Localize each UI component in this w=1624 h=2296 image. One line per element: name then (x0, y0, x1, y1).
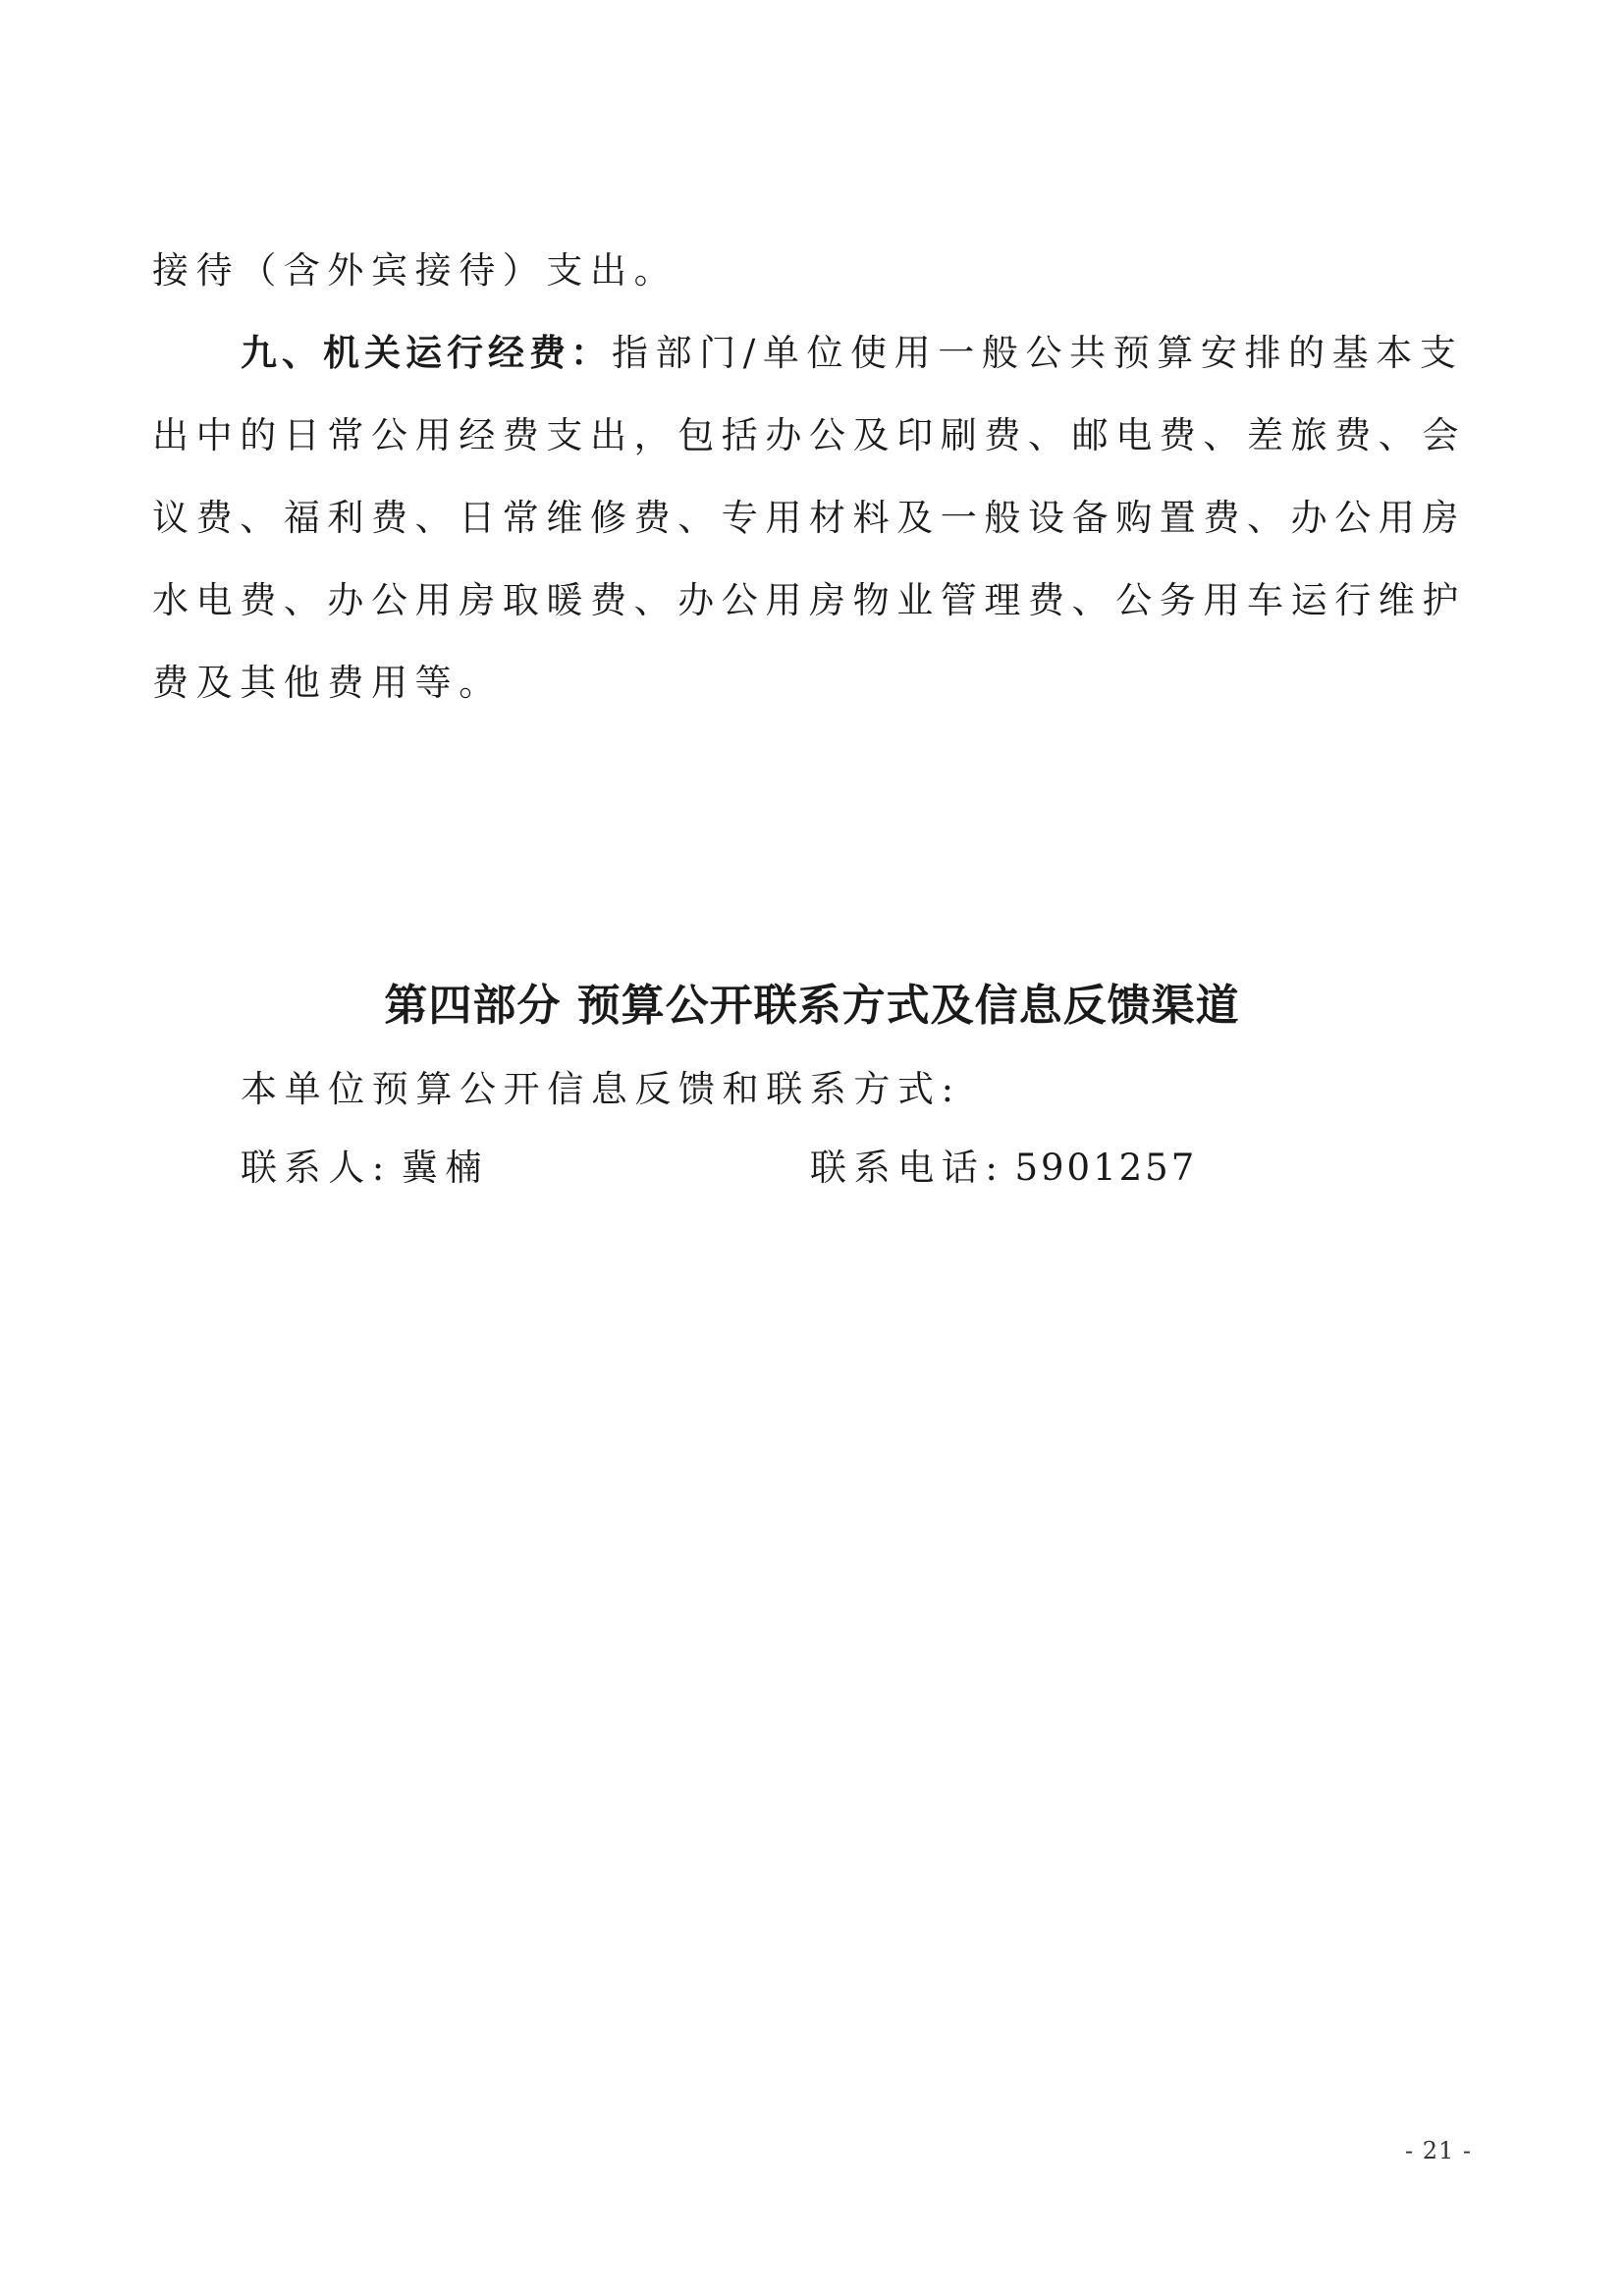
paragraph-text: 接待（含外宾接待）支出。 (152, 249, 678, 292)
contact-phone-number: 5901257 (1014, 1147, 1198, 1189)
contact-phone (810, 1143, 1197, 1194)
contact-intro (241, 1064, 1576, 1115)
paragraph-text: 议费、福利费、日常维修费、专用材料及一般设备购置费、办公用房 (152, 497, 1466, 539)
paragraph-line (152, 575, 1488, 626)
contact-phone-label: 联系电话: (810, 1147, 1005, 1189)
contact-person (241, 1143, 489, 1194)
paragraph-line (152, 245, 1488, 296)
page-number: - 21 - (1404, 2137, 1472, 2164)
paragraph-text: 出中的日常公用经费支出，包括办公及印刷费、邮电费、差旅费、会 (152, 414, 1466, 456)
paragraph-line (152, 410, 1488, 461)
section-nine-heading: 九、机关运行经费： (241, 332, 612, 374)
contact-intro-text: 本单位预算公开信息反馈和联系方式: (241, 1068, 961, 1110)
paragraph-text: 指部门/单位使用一般公共预算安排的基本支 (612, 332, 1464, 374)
paragraph-line (152, 658, 1488, 709)
contact-person-label: 联系人: (241, 1147, 392, 1189)
contact-person-name: 冀楠 (401, 1147, 490, 1189)
paragraph-line (152, 493, 1488, 544)
paragraph-line (241, 328, 1576, 379)
paragraph-text: 费及其他费用等。 (152, 662, 503, 704)
section-four-title: 第四部分 预算公开联系方式及信息反馈渠道 (384, 981, 1240, 1031)
paragraph-text: 水电费、办公用房取暖费、办公用房物业管理费、公务用车运行维护 (152, 579, 1466, 621)
